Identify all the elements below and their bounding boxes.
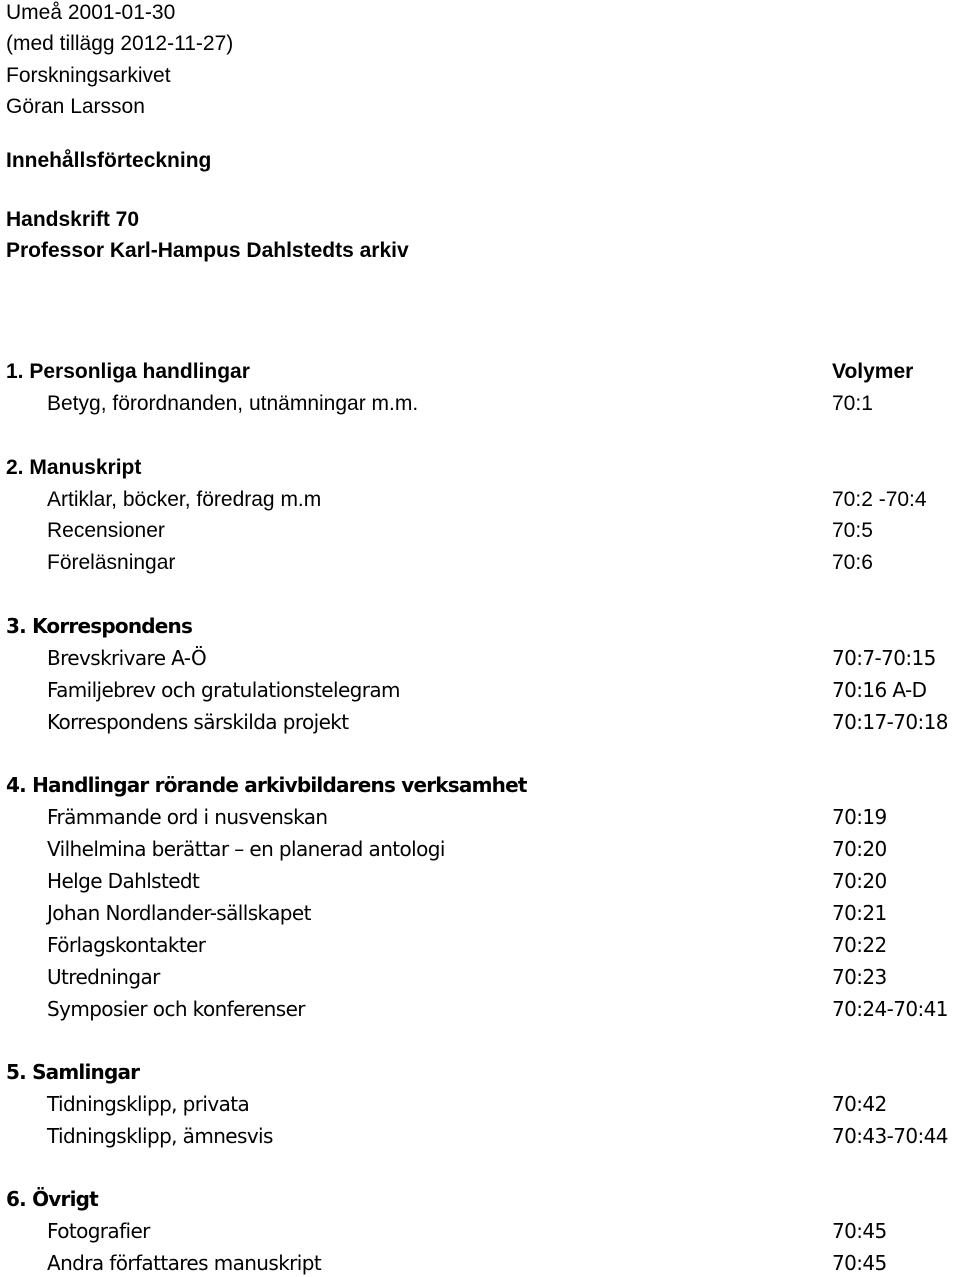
list-item-label: Föreläsningar bbox=[47, 551, 176, 574]
list-item-label: Helge Dahlstedt bbox=[47, 869, 200, 893]
section-title: 5. Samlingar bbox=[6, 1060, 140, 1084]
section-title: 3. Korrespondens bbox=[6, 614, 193, 638]
list-item-label: Familjebrev och gratulationstelegram bbox=[47, 678, 400, 702]
list-item-volume: 70:6 bbox=[832, 551, 873, 574]
list-item-label: Utredningar bbox=[47, 965, 160, 989]
section-title: 1. Personliga handlingar bbox=[6, 360, 250, 383]
list-item-volume: 70:1 bbox=[832, 392, 873, 415]
list-item-volume: 70:7-70:15 bbox=[832, 646, 936, 670]
list-item-volume: 70:16 A-D bbox=[832, 678, 927, 702]
archive-name: Professor Karl-Hampus Dahlstedts arkiv bbox=[6, 239, 409, 262]
list-item-volume: 70:20 bbox=[832, 869, 887, 893]
list-item-label: Korrespondens särskilda projekt bbox=[47, 710, 349, 734]
list-item-label: Andra författares manuskript bbox=[47, 1251, 322, 1275]
header-institution: Forskningsarkivet bbox=[6, 64, 171, 87]
list-item-label: Förlagskontakter bbox=[47, 933, 206, 957]
list-item-volume: 70:45 bbox=[832, 1251, 887, 1275]
list-item-volume: 70:23 bbox=[832, 965, 887, 989]
list-item-label: Tidningsklipp, privata bbox=[47, 1092, 250, 1116]
list-item-volume: 70:2 -70:4 bbox=[832, 488, 927, 511]
volumes-heading: Volymer bbox=[832, 360, 914, 383]
archive-code: Handskrift 70 bbox=[6, 208, 140, 231]
list-item-volume: 70:19 bbox=[832, 805, 887, 829]
list-item-label: Johan Nordlander-sällskapet bbox=[47, 901, 311, 925]
list-item-volume: 70:20 bbox=[832, 837, 887, 861]
section-title: 2. Manuskript bbox=[6, 456, 142, 479]
list-item-volume: 70:21 bbox=[832, 901, 887, 925]
header-addendum-date: (med tillägg 2012-11-27) bbox=[6, 32, 234, 55]
list-item-label: Betyg, förordnanden, utnämningar m.m. bbox=[47, 392, 419, 415]
list-item-volume: 70:43-70:44 bbox=[832, 1124, 948, 1148]
list-item-label: Tidningsklipp, ämnesvis bbox=[47, 1124, 273, 1148]
list-item-volume: 70:17-70:18 bbox=[832, 710, 948, 734]
list-item-label: Recensioner bbox=[47, 519, 165, 542]
header-date: Umeå 2001-01-30 bbox=[6, 1, 176, 24]
header-author: Göran Larsson bbox=[6, 95, 145, 118]
list-item-label: Vilhelmina berättar – en planerad antologi bbox=[47, 837, 445, 861]
list-item-volume: 70:45 bbox=[832, 1219, 887, 1243]
list-item-label: Fotografier bbox=[47, 1219, 150, 1243]
toc-title: Innehållsförteckning bbox=[6, 149, 212, 172]
list-item-label: Främmande ord i nusvenskan bbox=[47, 805, 328, 829]
section-title: 6. Övrigt bbox=[6, 1187, 98, 1211]
list-item-label: Symposier och konferenser bbox=[47, 997, 305, 1021]
list-item-label: Brevskrivare A-Ö bbox=[47, 646, 207, 670]
list-item-label: Artiklar, böcker, föredrag m.m bbox=[47, 488, 322, 511]
list-item-volume: 70:22 bbox=[832, 933, 887, 957]
list-item-volume: 70:5 bbox=[832, 519, 873, 542]
list-item-volume: 70:42 bbox=[832, 1092, 887, 1116]
section-title: 4. Handlingar rörande arkivbildarens verksamhet bbox=[6, 773, 527, 797]
list-item-volume: 70:24-70:41 bbox=[832, 997, 948, 1021]
